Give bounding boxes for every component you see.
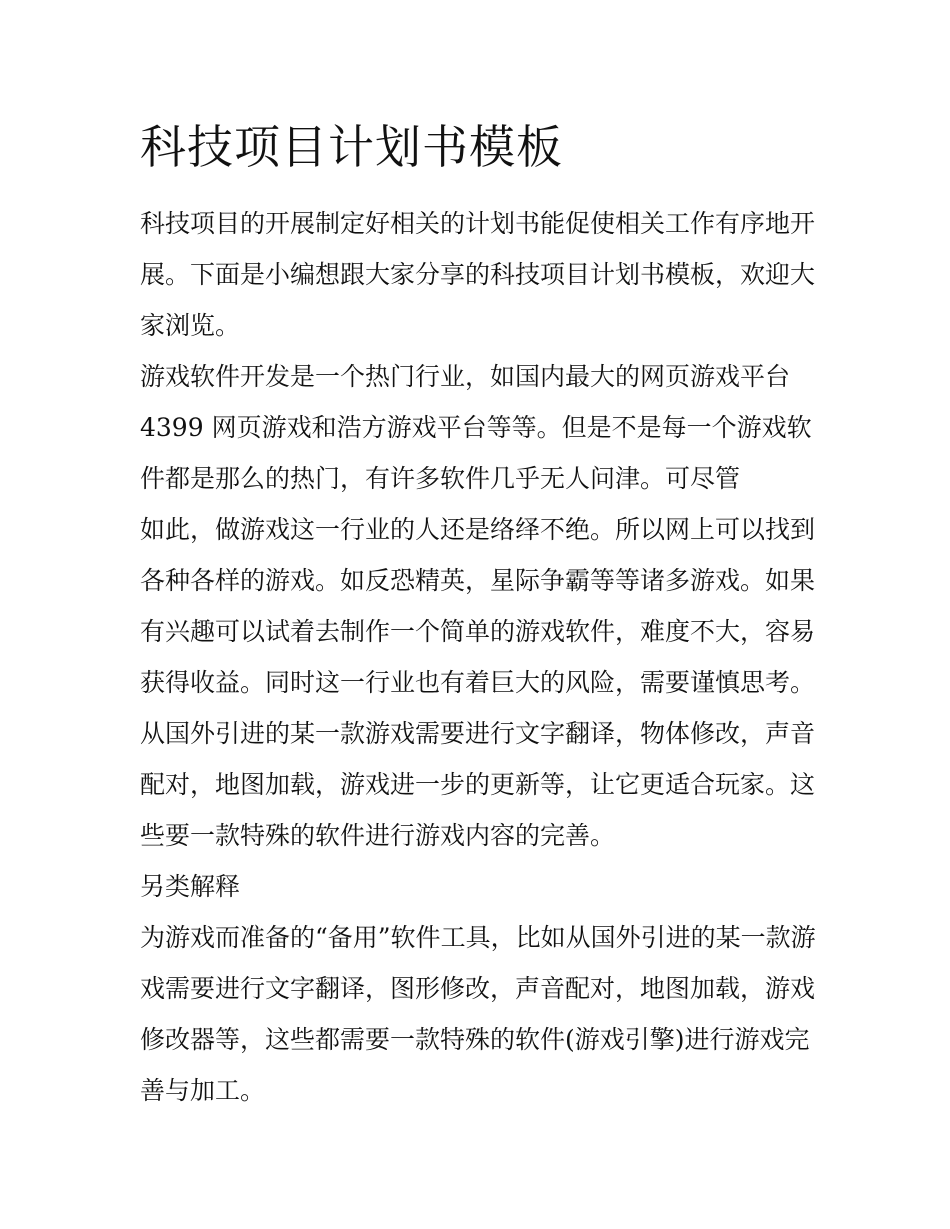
text-line: 各种各样的游戏。如反恐精英，星际争霸等等诸多游戏。如果 xyxy=(140,566,816,595)
text-line: 科技项目的开展制定好相关的计划书能促使相关工作有序地开 xyxy=(140,209,816,238)
text-line: 获得收益。同时这一行业也有着巨大的风险，需要谨慎思考。 xyxy=(140,668,816,697)
text-line: 善与加工。 xyxy=(140,1076,266,1105)
text-line: 游戏软件开发是一个热门行业，如国内最大的网页游戏平台 xyxy=(140,362,791,391)
text-line: 件都是那么的热门，有许多软件几乎无人问津。可尽管 xyxy=(140,464,741,493)
text-line: 如此，做游戏这一行业的人还是络绎不绝。所以网上可以找到 xyxy=(140,515,816,544)
text-line: 戏需要进行文字翻译，图形修改，声音配对，地图加载，游戏 xyxy=(140,974,816,1003)
text-line: 展。下面是小编想跟大家分享的科技项目计划书模板，欢迎大 xyxy=(140,260,816,289)
text-line: 从国外引进的某一款游戏需要进行文字翻译，物体修改，声音 xyxy=(140,719,816,748)
text-line: 有兴趣可以试着去制作一个简单的游戏软件，难度不大，容易 xyxy=(140,617,816,646)
text-line: 修改器等，这些都需要一款特殊的软件(游戏引擎)进行游戏完 xyxy=(140,1025,810,1054)
text-line: 些要一款特殊的软件进行游戏内容的完善。 xyxy=(140,821,616,850)
text-line: 配对，地图加载，游戏进一步的更新等，让它更适合玩家。这 xyxy=(140,770,816,799)
text-line: 4399 网页游戏和浩方游戏平台等等。但是不是每一个游戏软 xyxy=(140,413,812,442)
document-body xyxy=(140,198,820,1116)
document-title: 科技项目计划书模板 xyxy=(140,120,563,174)
section-heading: 另类解释 xyxy=(140,872,241,901)
text-line: 家浏览。 xyxy=(140,311,241,340)
text-line: 为游戏而准备的“备用”软件工具，比如从国外引进的某一款游 xyxy=(140,923,816,952)
